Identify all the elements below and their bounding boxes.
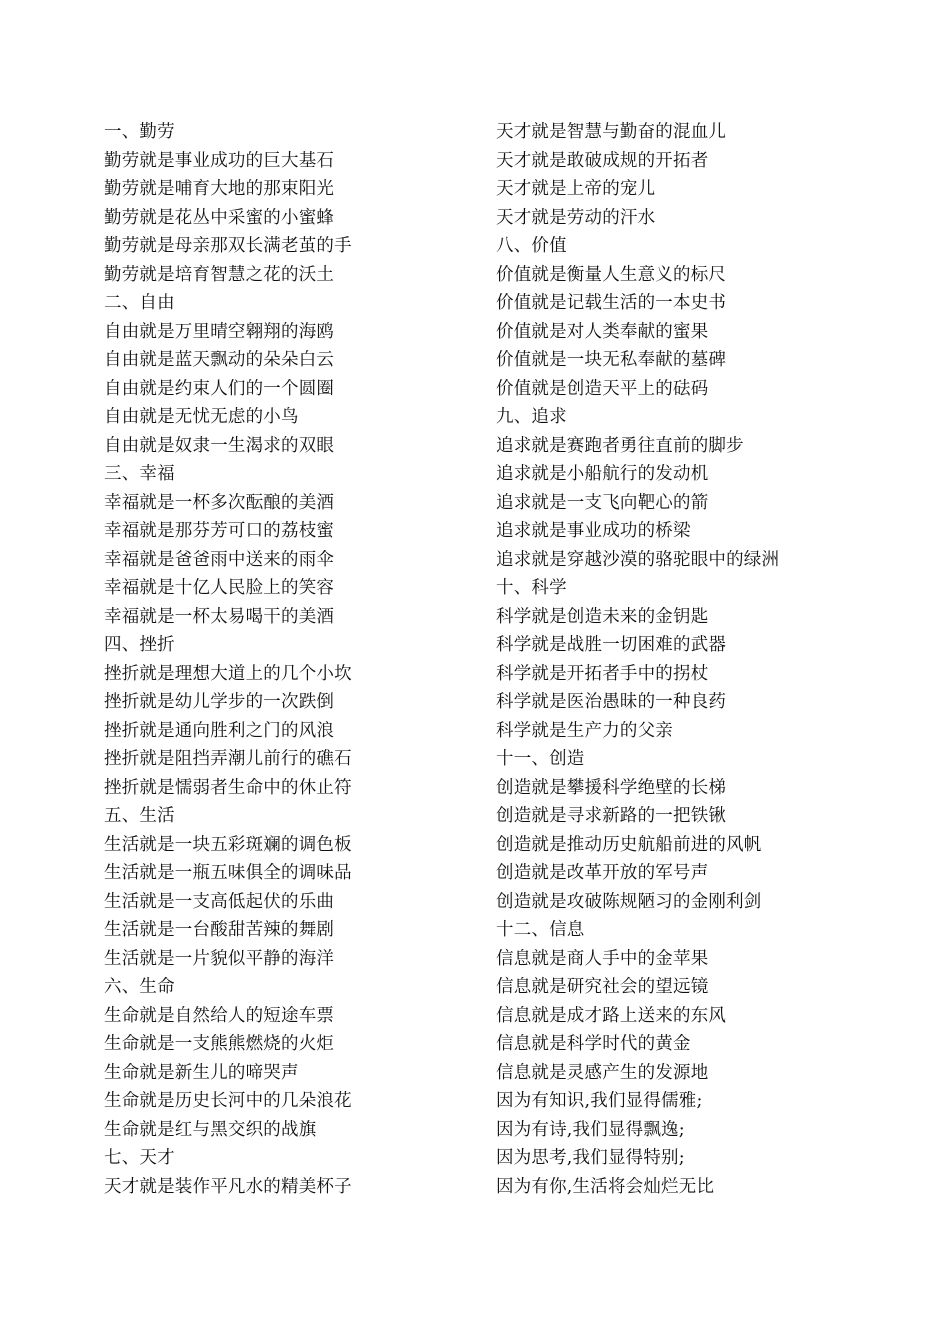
text-line: 勤劳就是事业成功的巨大基石 [104,150,335,171]
text-line: 生活就是一支高低起伏的乐曲 [104,891,335,912]
text-line: 因为思考,我们显得特别; [496,1148,685,1168]
text-line: 信息就是研究社会的望远镜 [496,977,709,997]
text-line: 挫折就是理想大道上的几个小坎 [104,663,352,684]
text-line: 天才就是上帝的宠儿 [496,179,656,199]
text-line: 生命就是红与黑交织的战旗 [104,1119,317,1140]
text-line: 挫折就是阻挡弄潮儿前行的礁石 [104,749,352,769]
text-line: 信息就是商人手中的金苹果 [496,948,709,969]
text-line: 价值就是一块无私奉献的墓碑 [496,350,727,370]
text-line: 四、挫折 [104,635,175,655]
text-line: 幸福就是爸爸雨中送来的雨伞 [104,549,335,570]
left-text-column [104,118,484,1201]
text-line: 追求就是事业成功的桥梁 [496,521,691,541]
right-text-column [496,118,916,1201]
text-line: 因为有知识,我们显得儒雅; [496,1091,703,1111]
text-line: 追求就是赛跑者勇往直前的脚步 [496,435,744,456]
text-line: 价值就是衡量人生意义的标尺 [496,264,727,285]
text-line: 生命就是历史长河中的几朵浪花 [104,1091,352,1111]
text-line: 七、天才 [104,1148,175,1168]
text-line: 创造就是寻求新路的一把铁锹 [496,806,727,826]
text-line: 幸福就是一杯太易喝干的美酒 [104,606,335,627]
text-line: 创造就是改革开放的军号声 [496,863,709,883]
text-line: 幸福就是那芬芳可口的荔枝蜜 [104,521,335,541]
text-line: 二、自由 [104,293,175,313]
text-line: 生命就是新生儿的啼哭声 [104,1062,299,1083]
text-line: 天才就是装作平凡水的精美杯子 [104,1176,352,1197]
text-line: 自由就是奴隶一生渴求的双眼 [104,435,335,456]
text-line: 追求就是穿越沙漠的骆驼眼中的绿洲 [496,549,780,570]
text-line: 八、价值 [496,236,567,256]
text-line: 六、生命 [104,977,175,997]
text-line: 自由就是无忧无虑的小鸟 [104,407,299,427]
text-line: 挫折就是幼儿学步的一次跌倒 [104,692,335,712]
text-line: 九、追求 [496,407,567,427]
text-line: 科学就是战胜一切困难的武器 [496,635,727,655]
text-line: 三、幸福 [104,464,175,484]
text-line: 幸福就是十亿人民脸上的笑容 [104,578,335,598]
text-line: 生活就是一块五彩斑斓的调色板 [104,834,352,855]
text-line: 创造就是推动历史航船前进的风帆 [496,834,762,855]
text-line: 生活就是一片貌似平静的海洋 [104,948,335,969]
text-line: 价值就是对人类奉献的蜜果 [496,321,709,342]
text-line: 生命就是一支熊熊燃烧的火炬 [104,1034,335,1054]
text-line: 勤劳就是培育智慧之花的沃土 [104,264,335,285]
text-line: 自由就是约束人们的一个圆圈 [104,378,335,399]
text-line: 价值就是记载生活的一本史书 [496,293,727,313]
text-line: 五、生活 [104,806,175,826]
text-line: 天才就是劳动的汗水 [496,207,656,228]
text-line: 科学就是开拓者手中的拐杖 [496,663,709,684]
text-line: 十二、信息 [496,920,585,940]
text-line: 信息就是灵感产生的发源地 [496,1062,709,1083]
text-line: 科学就是生产力的父亲 [496,720,673,741]
text-line: 信息就是科学时代的黄金 [496,1034,691,1054]
text-line: 因为有你,生活将会灿烂无比 [496,1176,715,1197]
text-line: 自由就是蓝天飘动的朵朵白云 [104,350,335,370]
text-line: 创造就是攀援科学绝壁的长梯 [496,777,727,798]
text-line: 追求就是一支飞向靶心的箭 [496,492,709,513]
text-line: 天才就是敢破成规的开拓者 [496,150,709,171]
text-line: 因为有诗,我们显得飘逸; [496,1119,685,1140]
text-line: 十、科学 [496,578,567,598]
text-line: 科学就是医治愚昧的一种良药 [496,692,727,712]
text-line: 生活就是一瓶五味俱全的调味品 [104,863,352,883]
text-line: 信息就是成才路上送来的东风 [496,1005,727,1026]
text-line: 生命就是自然给人的短途车票 [104,1005,335,1026]
text-line: 天才就是智慧与勤奋的混血儿 [496,122,727,142]
text-line: 十一、创造 [496,749,585,769]
text-line: 创造就是攻破陈规陋习的金刚利剑 [496,891,762,912]
text-line: 自由就是万里晴空翱翔的海鸥 [104,321,335,342]
text-line: 勤劳就是哺育大地的那束阳光 [104,179,335,199]
text-line: 挫折就是懦弱者生命中的休止符 [104,777,352,798]
text-line: 追求就是小船航行的发动机 [496,464,709,484]
text-line: 生活就是一台酸甜苦辣的舞剧 [104,920,335,940]
text-line: 勤劳就是母亲那双长满老茧的手 [104,236,352,256]
text-line: 勤劳就是花丛中采蜜的小蜜蜂 [104,207,335,228]
text-line: 挫折就是通向胜利之门的风浪 [104,720,335,741]
text-line: 价值就是创造天平上的砝码 [496,378,709,399]
text-line: 幸福就是一杯多次酝酿的美酒 [104,492,335,513]
text-line: 一、勤劳 [104,122,175,142]
text-line: 科学就是创造未来的金钥匙 [496,606,709,627]
